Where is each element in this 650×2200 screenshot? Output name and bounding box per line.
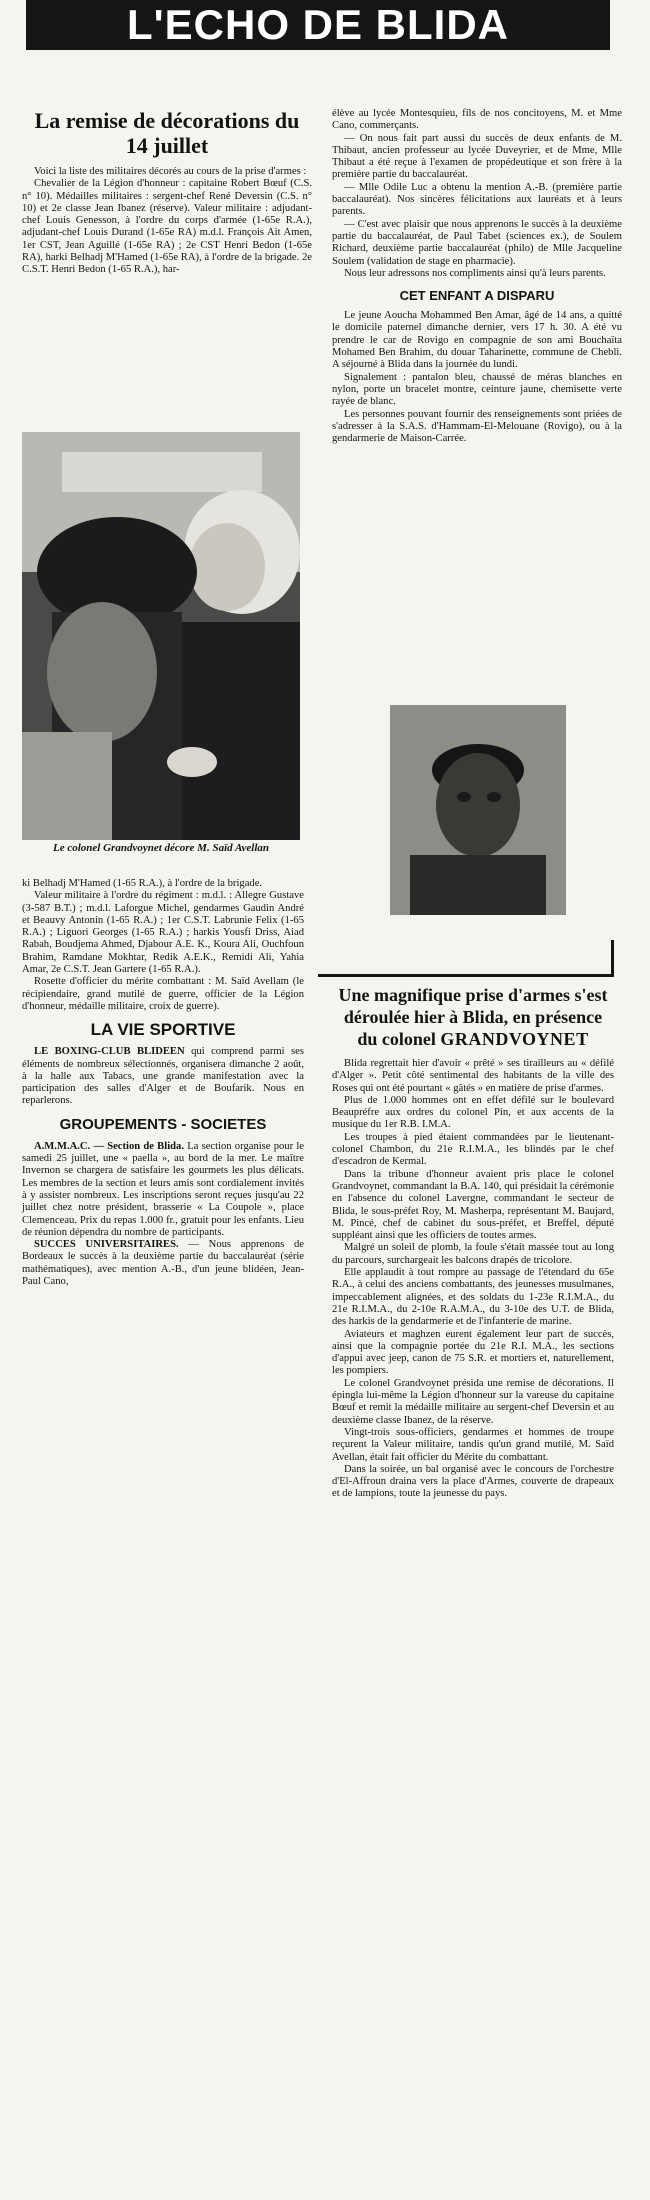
masthead: L'ECHO DE BLIDA [26, 0, 610, 50]
decorations-list: Chevalier de la Légion d'honneur : capitaine Robert Bœuf (C.S. n° 10). Médailles militaires : sergent-chef René Deversin (C.S. n° 10) et 2e classe Jean Ibanez (réserve). Valeur militaire : adjudant-chef Louis Genesson, à l'ordre du corps d'armée (1-65e R.A.), adjudant-chef Louis Durand (1-65e RA) m.d.l. François Ait Amen, 1er CST, Jean Aguillé (1-65e RA) ; 2e CST Henri Bedon (1-65e RA), harki Belhadj M'Hamed (1-65e RA), à l'ordre de la brigade. 2e C.S.T. Henri Bedon (1-65 R.A.), har- [22, 178, 312, 276]
child-text-2: Signalement : pantalon bleu, chaussé de méras blanches en nylon, porte un bracelet montre, ceinture jaune, chemisette verte rayée de blanc. [332, 371, 622, 408]
prise-armes-headline-text: Une magnifique prise d'armes s'est déroulée hier à Blida, en présence du colonel [338, 985, 608, 1049]
article-p10: Dans la soirée, un bal organisé avec le concours de l'orchestre d'El-Affroun draina vers la place d'Armes, couverte de drapeaux et de lampions, toute la jeunesse du pays. [332, 1463, 614, 1500]
article-p9: Vingt-trois sous-officiers, gendarmes et hommes de troupe reçurent la Valeur militaire, tandis qu'un grand mutilé, M. Saïd Avellan, était fait officier du Mérite du combattant. [332, 1426, 614, 1463]
photo-caption: Le colonel Grandvoynet décore M. Saïd Avellan [53, 842, 269, 854]
box-side-rule [611, 940, 614, 976]
child-text-3: Les personnes pouvant fournir des renseignements sont priées de s'adresser à la S.A.S. d'Hammam-El-Melouane (Rovigo), ou à la gendarmerie de Maison-Carrée. [332, 408, 622, 445]
article-p1: Blida regrettait hier d'avoir « prêté » ses tirailleurs au « défilé d'Alger ». Petit côté sentimental des habitants de la ville des Roses qui ont été pourtant « gâtés » en matière de prise d'armes. [332, 1058, 614, 1094]
left-column-bottom [22, 878, 304, 1288]
article-p8: Le colonel Grandvoynet présida une remise de décorations. Il épingla lui-même la Légion d'honneur sur la vareuse du capitaine Bœuf et remit la médaille militaire au sergent-chef Deversin et au deuxième classe Ibanez, de la réserve. [332, 1377, 614, 1426]
right-column-bottom [332, 984, 614, 1501]
child-photo [390, 705, 566, 915]
succes-text: — Nous apprenons de Bordeaux le succès à la deuxième partie du baccalauréat (série mathématiques), avec mention A.-B., d'un jeune blidéen, Jean-Paul Cano, [22, 1239, 304, 1288]
child-text-1: Le jeune Aoucha Mohammed Ben Amar, âgé de 14 ans, a quitté le domicile paternel dimanche dernier, vers 17 h. 30. A été vu prendre le car de Rovigo en compagnie de son ami Bouchaïta Mohamed Ben Brahim, du douar Taharinette, commune de Chebli. A séjourné à Blida dans la journée du lundi. [332, 310, 622, 371]
luc-text: — Mlle Odile Luc a obtenu la mention A.-B. (première partie baccalauréat). Nos sincères félicitations aux lauréats et à leurs parents. [332, 181, 622, 218]
compliments-text: Nous leur adressons nos compliments ainsi qu'à leurs parents. [344, 267, 606, 279]
regiment-list: Valeur militaire à l'ordre du régiment : m.d.l. : Allegre Gustave (3-587 B.T.) ; m.d.l. Laforgue Michel, gendarmes Gaudin André et Beauvy Antonin (1-65 R.A.) ; 1er C.S.T. Labrunie Felix (1-65 R.A.) ; Liguori Georges (1-65 R.A.) ; harkis Yousfi Driss, Aiad Rabah, Boudjema Ahmed, Djabour A.E. K., Koura Ali, Ouchfoun Brahim, Ramdane Mokhtar, Redik A.E.K., Remidi Ali, Yahia Amar, 2e C.S.T. Jean Gartere (1-65 R.A.). [22, 890, 304, 976]
article-p7: Aviateurs et maghzen eurent également leur part de succès, ainsi que la compagnie portée du 21e R.I. M.A., les sections d'appui avec jeep, canon de 75 S.R. et mortiers et, naturellement, les pompiers. [332, 1328, 614, 1377]
article-p5: Malgré un soleil de plomb, la foule s'était massée tout au long du parcours, surchargeait les balcons drapés de tricolore. [332, 1242, 614, 1266]
child-photo-image [390, 705, 566, 915]
succes-lead: SUCCES UNIVERSITAIRES. [34, 1239, 179, 1251]
boxing-text: qui comprend parmi ses éléments de nombreux sélectionnés, organisera dimanche 2 août, à la halle aux Tabacs, une grande manifestation avec la participation des salles d'Alger et de Boufarik. Nous en reparlerons. [22, 1046, 305, 1107]
ceremony-photo [22, 432, 300, 840]
box-top-rule [318, 974, 614, 977]
left-column-top [22, 108, 312, 277]
article-p2: Plus de 1.000 hommes ont en effet défilé sur le boulevard Beaupréfre aux ordres du colonel Pin, et aux accents de la musique du 1er R.B. I.M.A. [332, 1094, 614, 1131]
article-p3: Les troupes à pied étaient commandées par le lieutenant-colonel Chambon, du 21e R.I.M.A., les blindés par le chef d'escadron de Kermal. [332, 1131, 614, 1168]
right-column-top [332, 108, 622, 445]
groups-heading: GROUPEMENTS - SOCIETES [59, 1115, 267, 1133]
article-p6: Elle applaudit à tout rompre au passage de l'étendard du 65e R.A., à celui des anciens combattants, des jeunesses musulmanes, impeccablement alignées, et des soldats du 1-23e R.I.M.A., du 21e R.I.M.A., du 2-10e R.A.M.A., du 3-10e des U.T. de Blida, des harkis de la gendarmerie et de l'infanterie de marine. [332, 1267, 614, 1328]
decorations-continued: ki Belhadj M'Hamed (1-65 R.A.), à l'ordre de la brigade. [22, 878, 263, 889]
grandvoynet-name: GRANDVOYNET [440, 1029, 589, 1049]
decorations-intro: Voici la liste des militaires décorés au cours de la prise d'armes : [34, 166, 307, 177]
decorations-headline: La remise de décorations du 14 juillet [34, 108, 300, 158]
rosette-text: Rosette d'officier du mérite combattant : M. Saïd Avellam (le récipiendaire, grand mutilé de guerre, officier de la Légion d'honneur, médaille militaire, croix de guerre). [22, 976, 304, 1012]
ceremony-photo-image [22, 432, 300, 840]
child-heading: CET ENFANT A DISPARU [399, 288, 555, 304]
article-p4: Dans la tribune d'honneur avaient pris place le colonel Grandvoynet, commandant la B.A. 140, qui présidait la cérémonie en l'absence du colonel Lavergne, commandant le secteur de Blida, le sous-préfet Roy, M. Masherpa, représentant M. Baujard, M. Pincé, chef de cabinet du sous-préfet, et Breffel, député suppléant ainsi que les officiers de toutes armes. [332, 1168, 614, 1242]
cano-text: élève au lycée Montesquieu, fils de nos concitoyens, M. et Mme Cano, commerçants. [332, 108, 622, 132]
tabet-text: — C'est avec plaisir que nous apprenons le succès à la deuxième partie du baccalauréat, de Paul Tabet (sciences ex.), de Soulem Richard, deuxième partie baccalauréat (philo) de Mlle Jacqueline Soulem (validation de stage en pharmacie). [332, 218, 622, 267]
thibaut-text: — On nous fait part aussi du succès de deux enfants de M. Thibaut, ancien professeur au lycée Duveyrier, et de Mme, Mlle Thibaut a été reçue à l'examen de propédeutique et son frère à la première partie du baccalauréat. [332, 132, 622, 181]
ammac-lead: A.M.M.A.C. — Section de Blida. [34, 1140, 184, 1152]
sport-heading: LA VIE SPORTIVE [90, 1020, 236, 1040]
prise-armes-headline [332, 984, 614, 1050]
boxing-heading: LE BOXING-CLUB BLIDEEN [34, 1046, 185, 1058]
ammac-text: La section organise pour le samedi 25 juillet, une « paella », au bord de la mer. Le maître Invernon se chargera de satisfaire les gourmets les plus délicats. Les membres de la section et leurs amis sont cordialement invités à y assister nombreux. Les inscriptions seront reçues jusqu'au 22 juillet chez notre président, brasserie « La Coupole », place Clemenceau. Prix du repas 1.000 fr., gratuit pour les enfants. Lieu de réunion dépendra du nombre de participants. [22, 1140, 304, 1238]
